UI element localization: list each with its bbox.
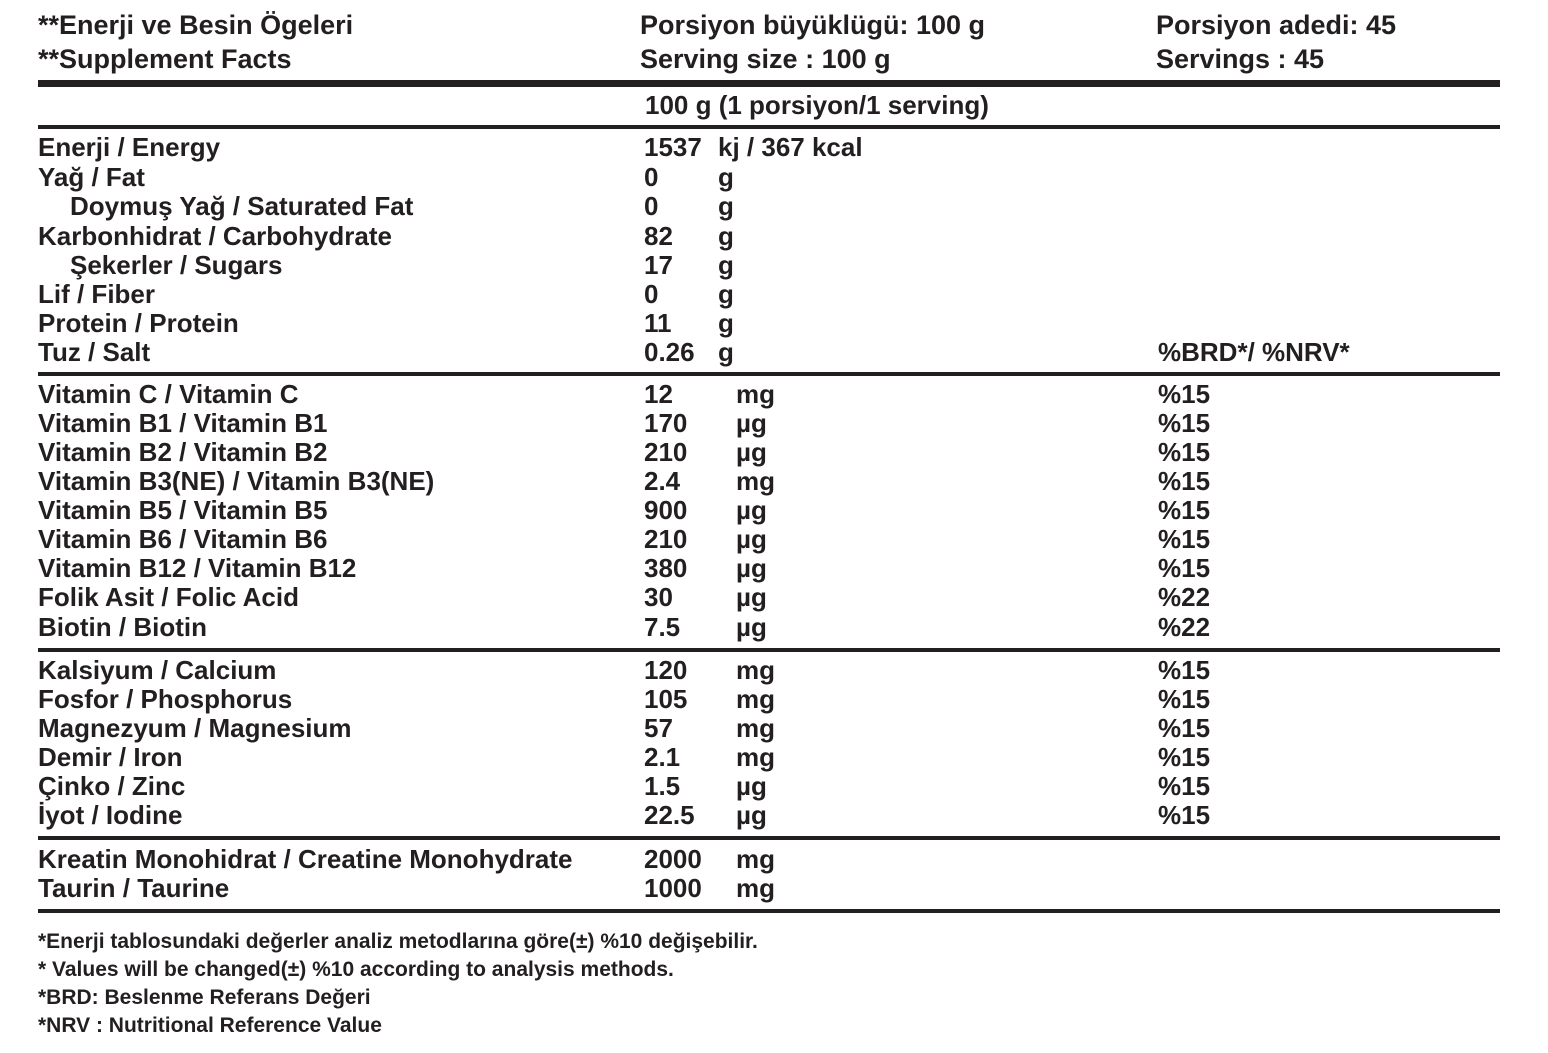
nutrient-value: 2.1 — [644, 742, 681, 772]
nutrient-value: 1.5 — [644, 771, 681, 801]
nutrient-name: Enerji / Energy — [38, 132, 221, 162]
nutrient-nrv: %15 — [1158, 466, 1211, 496]
nutrient-name: Folik Asit / Folic Acid — [38, 582, 299, 612]
nutrient-name: Taurin / Taurine — [38, 873, 230, 903]
nutrient-name: Yağ / Fat — [38, 162, 145, 192]
nutrient-nrv: %15 — [1158, 524, 1211, 554]
nutrient-unit: µg — [736, 800, 767, 830]
nutrient-value: 0.26 — [644, 337, 695, 367]
divider-thick — [38, 80, 1500, 87]
nutrient-unit: µg — [736, 553, 767, 583]
nutrient-value: 2000 — [644, 844, 702, 874]
nutrient-unit: mg — [736, 742, 775, 772]
serving-size-tr: Porsiyon büyüklügü: 100 g — [640, 10, 986, 40]
divider — [38, 648, 1500, 652]
nutrient-name: Çinko / Zinc — [38, 771, 186, 801]
nutrient-name: Vitamin B12 / Vitamin B12 — [38, 553, 357, 583]
divider — [38, 836, 1500, 840]
nutrient-name: Vitamin B3(NE) / Vitamin B3(NE) — [38, 466, 435, 496]
per-serving-header: 100 g (1 porsiyon/1 serving) — [645, 90, 989, 120]
nutrient-unit: µg — [736, 524, 767, 554]
nutrient-value: 0 — [644, 191, 659, 221]
nutrient-name: Lif / Fiber — [38, 279, 155, 309]
nutrient-unit: µg — [736, 582, 767, 612]
nutrient-value: 17 — [644, 250, 673, 280]
nutrient-name: Protein / Protein — [38, 308, 239, 338]
divider — [38, 372, 1500, 376]
footnotes — [38, 928, 758, 1040]
nutrient-value: 380 — [644, 553, 688, 583]
nutrient-unit: g — [718, 279, 734, 309]
nutrient-unit: mg — [736, 684, 775, 714]
nutrient-nrv: %22 — [1158, 612, 1211, 642]
nutrient-name: Magnezyum / Magnesium — [38, 713, 352, 743]
nutrient-unit: µg — [736, 771, 767, 801]
nutrient-unit: g — [718, 308, 734, 338]
footnote-brd: *BRD: Beslenme Referans Değeri — [38, 986, 371, 1009]
nutrient-name: Demir / Iron — [38, 742, 183, 772]
nutrient-name: Vitamin B1 / Vitamin B1 — [38, 408, 328, 438]
nutrient-value: 210 — [644, 437, 688, 467]
nutrient-unit: g — [718, 162, 734, 192]
footnote-energy-tr: *Enerji tablosundaki değerler analiz metodlarına göre(±) %10 değişebilir. — [38, 930, 758, 953]
nutrient-name: Vitamin B6 / Vitamin B6 — [38, 524, 328, 554]
divider — [38, 125, 1500, 129]
nutrient-unit: g — [718, 337, 734, 367]
nutrient-name: Doymuş Yağ / Saturated Fat — [70, 191, 414, 221]
nutrient-value: 210 — [644, 524, 688, 554]
nutrient-name: Tuz / Salt — [38, 337, 151, 367]
servings-tr: Porsiyon adedi: 45 — [1156, 10, 1397, 40]
nutrient-unit: mg — [736, 655, 775, 685]
label-title — [38, 8, 353, 76]
nutrient-value: 22.5 — [644, 800, 695, 830]
title-tr: **Enerji ve Besin Ögeleri — [38, 10, 354, 40]
nutrient-value: 0 — [644, 279, 659, 309]
nutrient-name: Vitamin C / Vitamin C — [38, 379, 299, 409]
nutrient-nrv: %15 — [1158, 553, 1211, 583]
nutrient-unit: mg — [736, 466, 775, 496]
nutrient-nrv: %15 — [1158, 713, 1211, 743]
nutrient-nrv: %15 — [1158, 684, 1211, 714]
nutrient-nrv: %15 — [1158, 655, 1211, 685]
nrv-header: %BRD*/ %NRV* — [1158, 337, 1350, 367]
nutrient-value: 900 — [644, 495, 688, 525]
nutrient-value: 105 — [644, 684, 688, 714]
divider — [38, 909, 1500, 913]
nutrient-unit: g — [718, 221, 734, 251]
nutrient-unit: g — [718, 191, 734, 221]
nutrient-nrv: %22 — [1158, 582, 1211, 612]
nutrient-nrv: %15 — [1158, 437, 1211, 467]
nutrient-unit: µg — [736, 408, 767, 438]
nutrient-value: 170 — [644, 408, 688, 438]
nutrient-name: Karbonhidrat / Carbohydrate — [38, 221, 392, 251]
serving-size-block — [640, 8, 985, 76]
serving-size-en: Serving size : 100 g — [640, 44, 891, 74]
nutrient-unit: g — [718, 250, 734, 280]
nutrient-value: 82 — [644, 221, 673, 251]
nutrient-value: 57 — [644, 713, 673, 743]
nutrient-nrv: %15 — [1158, 800, 1211, 830]
nutrient-unit: mg — [736, 873, 775, 903]
nutrient-value: 2.4 — [644, 466, 681, 496]
nutrient-name: Kreatin Monohidrat / Creatine Monohydrate — [38, 844, 573, 874]
nutrient-value: 12 — [644, 379, 673, 409]
footnote-nrv: *NRV : Nutritional Reference Value — [38, 1014, 382, 1037]
nutrient-unit: µg — [736, 495, 767, 525]
nutrient-unit: µg — [736, 437, 767, 467]
nutrient-nrv: %15 — [1158, 742, 1211, 772]
nutrient-name: Kalsiyum / Calcium — [38, 655, 277, 685]
nutrient-name: İyot / Iodine — [38, 800, 183, 830]
servings-en: Servings : 45 — [1156, 44, 1325, 74]
nutrient-name: Şekerler / Sugars — [70, 250, 283, 280]
title-en: **Supplement Facts — [38, 44, 292, 74]
nutrient-nrv: %15 — [1158, 771, 1211, 801]
nutrient-name: Biotin / Biotin — [38, 612, 207, 642]
nutrient-value: 7.5 — [644, 612, 681, 642]
nutrient-nrv: %15 — [1158, 495, 1211, 525]
nutrient-nrv: %15 — [1158, 379, 1211, 409]
nutrient-name: Vitamin B5 / Vitamin B5 — [38, 495, 328, 525]
nutrient-value: 1537 — [644, 132, 702, 162]
nutrient-unit: kj / 367 kcal — [718, 132, 863, 162]
nutrient-value: 120 — [644, 655, 688, 685]
footnote-energy-en: * Values will be changed(±) %10 according to analysis methods. — [38, 958, 674, 981]
nutrient-nrv: %15 — [1158, 408, 1211, 438]
nutrient-name: Vitamin B2 / Vitamin B2 — [38, 437, 328, 467]
nutrient-value: 11 — [644, 308, 672, 338]
nutrient-unit: mg — [736, 379, 775, 409]
nutrient-unit: mg — [736, 713, 775, 743]
nutrient-name: Fosfor / Phosphorus — [38, 684, 293, 714]
nutrient-unit: mg — [736, 844, 775, 874]
nutrient-unit: µg — [736, 612, 767, 642]
nutrient-value: 30 — [644, 582, 673, 612]
servings-block — [1156, 8, 1396, 76]
nutrient-value: 1000 — [644, 873, 702, 903]
nutrient-value: 0 — [644, 162, 659, 192]
